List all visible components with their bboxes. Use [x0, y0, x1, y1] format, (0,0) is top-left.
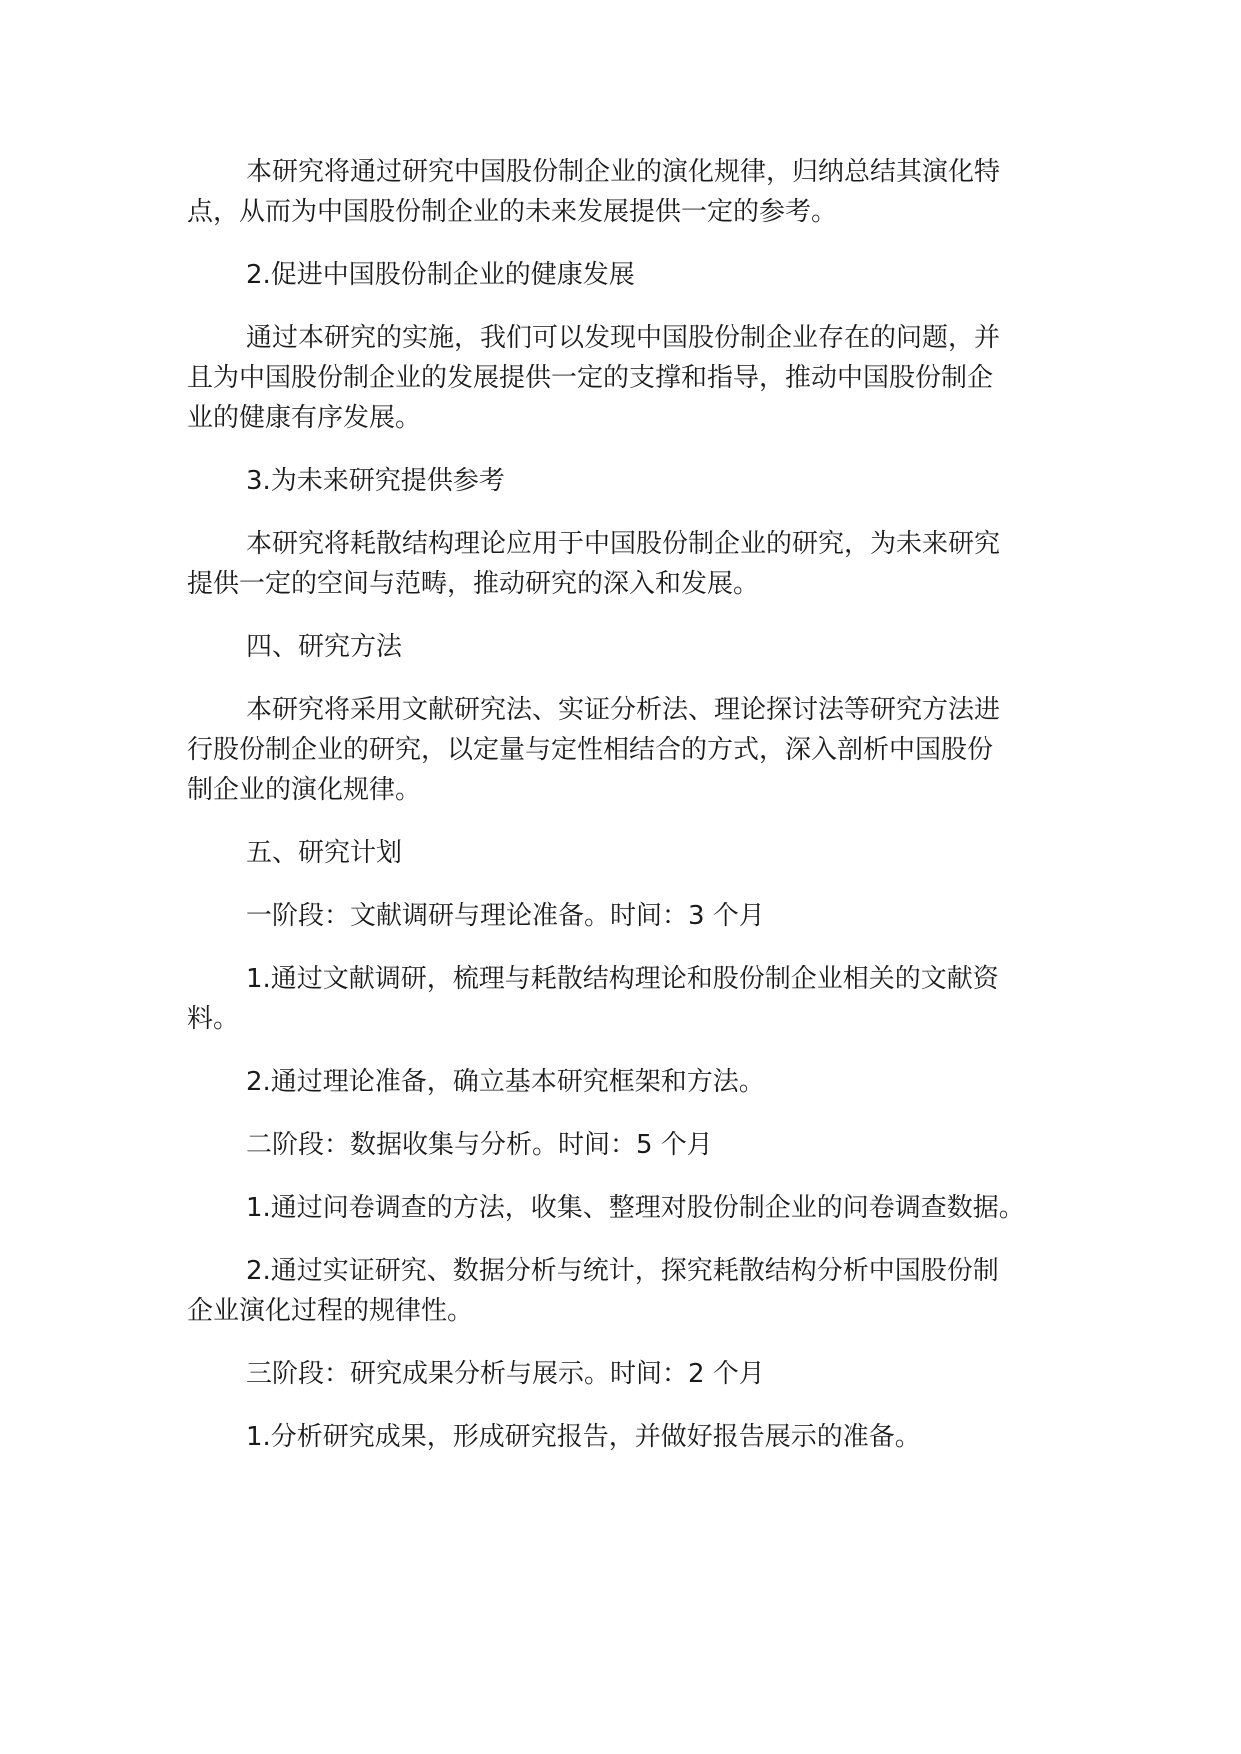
paragraph-line: 制企业的演化规律。: [187, 775, 422, 805]
phase-three-heading: [187, 1354, 1067, 1394]
paragraph-line: 2.通过理论准备，确立基本研究框架和方法。: [246, 1067, 765, 1097]
paragraph-line: 1.通过问卷调查的方法，收集、整理对股份制企业的问卷调查数据。: [246, 1193, 1025, 1223]
paragraph-future-reference: [187, 524, 1067, 604]
paragraph-line: 料。: [187, 1004, 240, 1034]
paragraph-line: 2.通过实证研究、数据分析与统计，探究耗散结构分析中国股份制: [246, 1256, 999, 1286]
heading-line: 3.为未来研究提供参考: [246, 466, 505, 496]
phase-one-item-2: [187, 1062, 1067, 1102]
phase-one-heading: [187, 896, 1067, 936]
paragraph-line: 行股份制企业的研究，以定量与定性相结合的方式，深入剖析中国股份: [187, 735, 994, 765]
phase-one-item-1: [187, 959, 1067, 1039]
heading-line: 三阶段：研究成果分析与展示。时间：2 个月: [246, 1359, 765, 1389]
heading-line: 2.促进中国股份制企业的健康发展: [246, 260, 635, 290]
paragraph-healthy-development: [187, 318, 1067, 438]
heading-line: 一阶段：文献调研与理论准备。时间：3 个月: [246, 901, 765, 931]
paragraph-line: 1.通过文献调研，梳理与耗散结构理论和股份制企业相关的文献资: [246, 964, 999, 994]
heading-line: 二阶段：数据收集与分析。时间：5 个月: [246, 1130, 713, 1160]
paragraph-line: 本研究将通过研究中国股份制企业的演化规律，归纳总结其演化特: [246, 157, 1001, 187]
heading-line: 五、研究计划: [246, 838, 403, 868]
paragraph-line: 本研究将采用文献研究法、实证分析法、理论探讨法等研究方法进: [246, 695, 1001, 725]
phase-two-item-2: [187, 1251, 1067, 1331]
phase-three-item-1: [187, 1417, 1067, 1457]
subheading-future-reference: [187, 461, 1067, 501]
paragraph-line: 提供一定的空间与范畴，推动研究的深入和发展。: [187, 569, 760, 599]
paragraph-line: 本研究将耗散结构理论应用于中国股份制企业的研究，为未来研究: [246, 529, 1001, 559]
heading-line: 四、研究方法: [246, 632, 403, 662]
phase-two-item-1: [187, 1188, 1067, 1228]
paragraph-line: 点，从而为中国股份制企业的未来发展提供一定的参考。: [187, 197, 838, 227]
section-heading-plan: [187, 833, 1067, 873]
paragraph-line: 业的健康有序发展。: [187, 403, 422, 433]
section-heading-methods: [187, 627, 1067, 667]
paragraph-line: 通过本研究的实施，我们可以发现中国股份制企业存在的问题，并: [246, 323, 1001, 353]
document-body: [187, 152, 1067, 1480]
subheading-healthy-development: [187, 255, 1067, 295]
paragraph-line: 且为中国股份制企业的发展提供一定的支撑和指导，推动中国股份制企: [187, 363, 994, 393]
phase-two-heading: [187, 1125, 1067, 1165]
paragraph-line: 1.分析研究成果，形成研究报告，并做好报告展示的准备。: [246, 1422, 921, 1452]
paragraph-methods: [187, 690, 1067, 810]
paragraph-research-purpose: [187, 152, 1067, 232]
paragraph-line: 企业演化过程的规律性。: [187, 1296, 474, 1326]
